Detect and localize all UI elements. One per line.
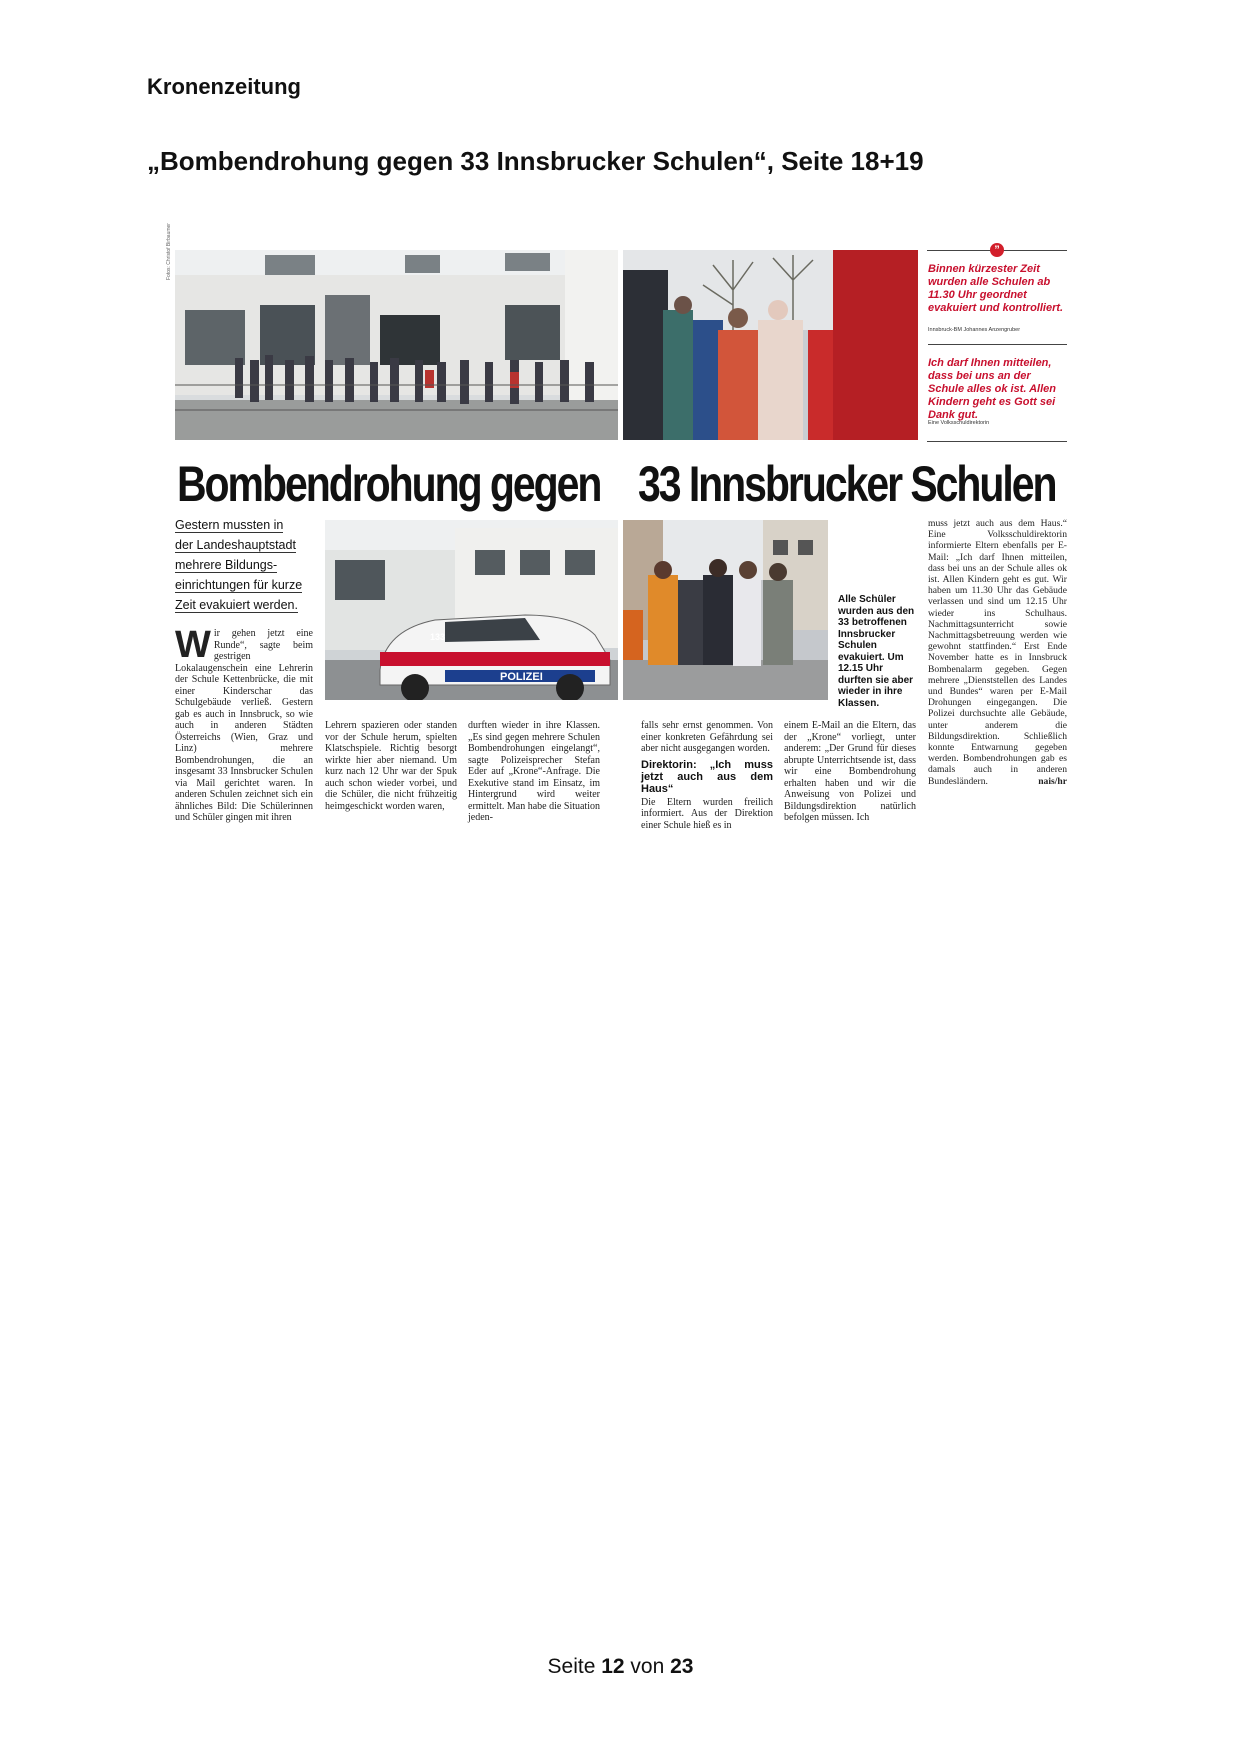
lead-text: Gestern mussten in der Landeshauptstadt mehrere Bildungs- einrichtungen für kurze Zeit evakuiert werden. — [175, 518, 303, 612]
quote-divider — [928, 344, 1067, 345]
article-column-3: durften wieder in ihre Klassen. „Es sind gegen mehrere Schulen Bombendrohungen eingelangt“, sagte Polizeisprecher Stefan Eder auf „Krone“-Anfrage. Die Exekutive stand im Einsatz, im Hintergrund wird weiter ermittelt. Man habe die Situation jeden- — [468, 720, 600, 823]
photo-caption: Alle Schüler wurden aus den 33 betroffenen Innsbrucker Schulen evakuiert. Um 12.15 Uhr durften sie aber wieder in ihre Klassen. — [838, 594, 915, 709]
page-number: Seite 12 von 23 — [547, 1655, 694, 1678]
car-number: 133 — [430, 632, 446, 642]
document-title: „Bombendrohung gegen 33 Innsbrucker Schulen“, Seite 18+19 — [147, 146, 924, 176]
article-column-2: Lehrern spazieren oder standen vor der Schule herum, spielten Klatschspiele. Richtig besorgt wirkte hier aber niemand. Um kurz nach 12 Uhr war der Spuk auch schon wieder vorbei, und die Schüler, die nicht frühzeitig heimgeschickt worden waren, — [325, 720, 457, 812]
quote-mayor: Binnen kürzester Zeit wurden alle Schulen ab 11.30 Uhr geordnet evakuiert und kontrolliert. — [928, 263, 1064, 314]
photo-students-walking — [623, 520, 828, 700]
photo-police-car — [325, 520, 618, 700]
headline-left: Bombendrohung gegen — [177, 456, 601, 512]
article-column-6: muss jetzt auch aus dem Haus.“ Eine Volksschuldirektorin informierte Eltern ebenfalls per E-Mail: „Ich darf Ihnen mitteilen, dass bei uns an der Schule alles ok ist. Allen Kindern geht es gut. Wir haben um 11.30 Uhr das Gebäude verlassen und sind um 12.15 Uhr wieder ins Schulhaus. Nachmittagsunterricht sowie Nachmittagsbetreuung werden wie gewohnt stattfinden.“ Erst Ende November hatte es in Innsbruck Bombenalarm gegeben. Gegen mehrere „Dienststellen des Landes und Bundes“ waren per E-Mail Drohungen eingegangen. Die Polizei durchsuchte alle Gebäude, unter anderem die Bildungsdirektion. Schließlich konnte Entwarnung gegeben werden. Bombendrohungen gab es damals auch in anderen Bundesländern. nais/hr — [928, 518, 1067, 787]
police-label: POLIZEI — [500, 671, 543, 683]
quote-mayor-source: Innsbruck-BM Johannes Anzengruber — [928, 327, 1021, 333]
quote-principal-source: Eine Volksschuldirektorin — [928, 420, 990, 426]
article-column-1: Wir gehen jetzt eine Runde“, sagte beim gestrigen Lokalaugenschein eine Lehrerin der Schule Kettenbrücke, die mit einer Kinderschar das Schulgebäude verließ. Gestern gab es auch in Innsbruck, so wie auch in anderen Städten Österreichs (Wien, Graz und Linz) mehrere Bombendrohungen, die an insgesamt 33 Innsbrucker Schulen via Mail gerichtet waren. In anderen Schulen zeichnet sich ein ähnliches Bild: Die Schülerinnen und Schüler gingen mit ihren — [175, 624, 313, 823]
quote-icon: ” — [990, 243, 1004, 257]
document-source: Kronenzeitung — [147, 74, 301, 99]
photo-school-evacuation — [175, 250, 618, 440]
article-column-4: falls sehr ernst genommen. Von einer konkreten Gefährdung sei aber nicht ausgegangen worden. Direktorin: „Ich muss jetzt auch aus dem Haus“ Die Eltern wurden freilich informiert. Aus der Direktion einer Schule hieß es in — [641, 720, 773, 831]
photo-children-jackets — [623, 250, 918, 440]
author-signature: nais/hr — [1038, 775, 1067, 787]
headline-right: 33 Innsbrucker Schulen — [638, 456, 1056, 512]
article-column-5: einem E-Mail an die Eltern, das der „Krone“ vorliegt, unter anderem: „Der Grund für dieses abrupte Unterrichtsende ist, dass wir eine Bombendrohung erhalten haben und wir die Anweisung von Polizei und Bildungsdirektion natürlich befolgen müssen. Ich — [784, 720, 916, 823]
quote-principal: Ich darf Ihnen mitteilen, dass bei uns an der Schule alles ok ist. Allen Kindern geht es Gott sei Dank gut. — [928, 357, 1056, 421]
article-subhead: Direktorin: „Ich muss jetzt auch aus dem Haus“ — [641, 758, 773, 795]
photo-credit: Fotos: Christof Birbaumer — [166, 223, 172, 280]
dropcap: W — [175, 624, 211, 666]
